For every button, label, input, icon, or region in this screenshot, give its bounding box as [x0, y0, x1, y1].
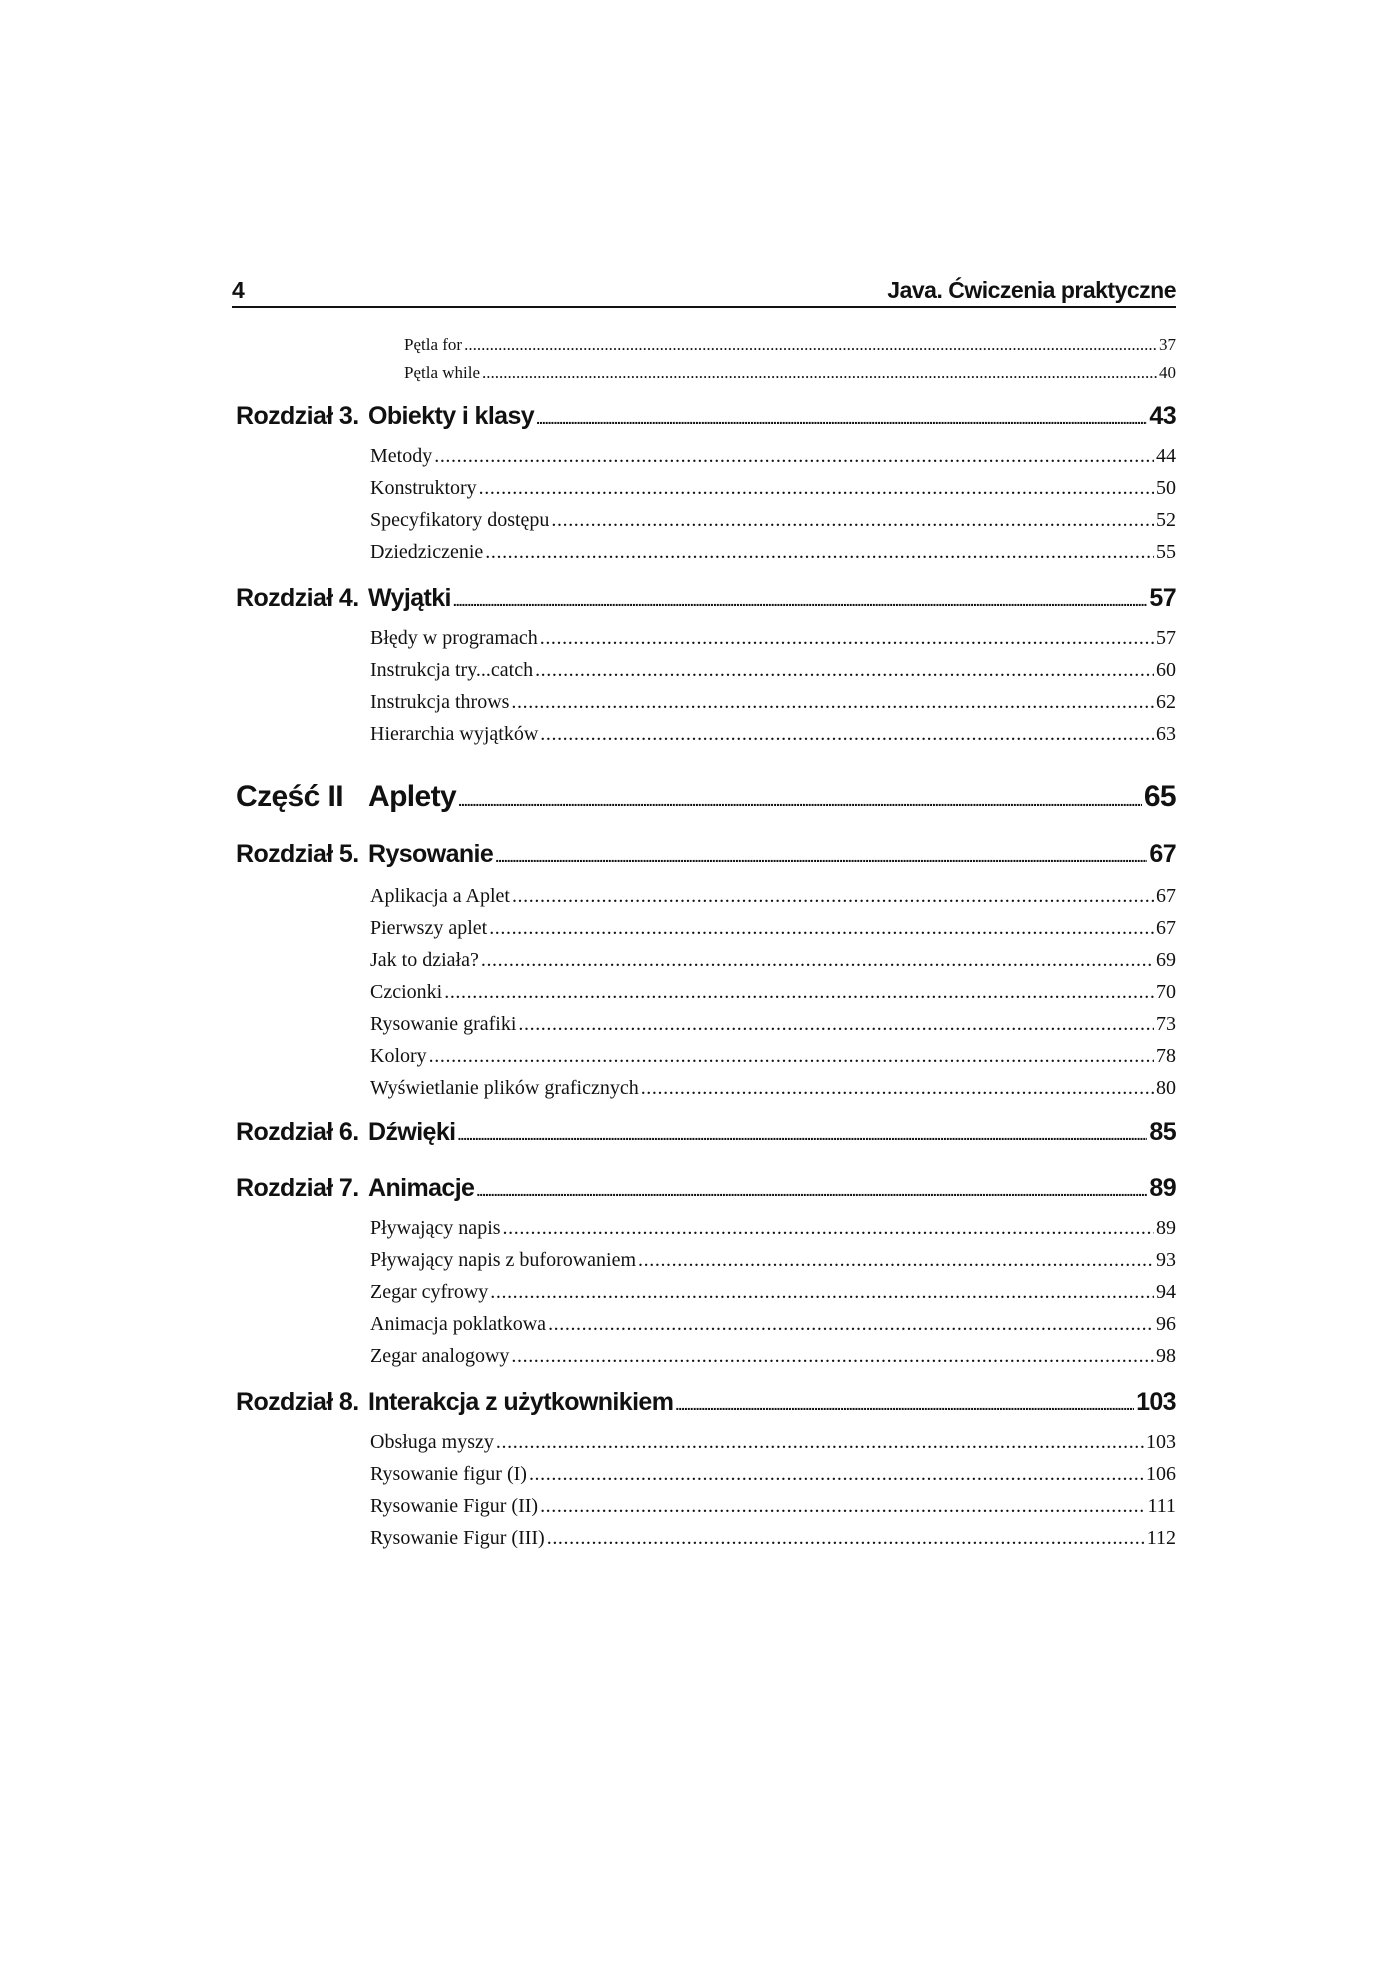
- toc-chapter-5: [236, 836, 1176, 872]
- header-page-number: 4: [232, 277, 245, 303]
- dot-leader: [444, 978, 1154, 1006]
- toc-entry-page: 112: [1146, 1527, 1176, 1549]
- toc-entry-title: Obsługa myszy: [370, 1431, 494, 1453]
- toc-entry: [370, 474, 1176, 502]
- toc-entry-page: 98: [1156, 1345, 1176, 1367]
- toc-entry: [370, 1074, 1176, 1102]
- toc-entry-page: 89: [1156, 1217, 1176, 1239]
- toc-entry-page: 67: [1156, 885, 1176, 907]
- toc-entry-page: 63: [1156, 723, 1176, 745]
- chapter-label: Rozdział 7.: [236, 1174, 359, 1202]
- dot-leader: [529, 1460, 1144, 1488]
- toc-entry-page: 111: [1147, 1495, 1176, 1517]
- toc-entry-page: 93: [1156, 1249, 1176, 1271]
- toc-entry-title: Metody: [370, 445, 433, 467]
- toc-entry: [370, 624, 1176, 652]
- toc-chapter-6: [236, 1114, 1176, 1150]
- chapter-page: 67: [1149, 840, 1176, 868]
- toc-entry-page: 96: [1156, 1313, 1176, 1335]
- chapter-title: Wyjątki: [368, 584, 451, 612]
- toc-entry: [370, 1460, 1176, 1488]
- toc-entry-title: Wyświetlanie plików graficznych: [370, 1077, 639, 1099]
- dot-leader: [641, 1074, 1154, 1102]
- toc-entry-page: 78: [1156, 1045, 1176, 1067]
- dot-leader: [511, 688, 1154, 716]
- toc-entry-title: Konstruktory: [370, 477, 477, 499]
- toc-entry-page: 52: [1156, 509, 1176, 531]
- toc-entry: [404, 334, 1176, 356]
- toc-entry: [370, 1278, 1176, 1306]
- chapter-label: Rozdział 3.: [236, 402, 359, 430]
- toc-entry-title: Animacja poklatkowa: [370, 1313, 547, 1335]
- toc-entry-title: Instrukcja try...catch: [370, 659, 534, 681]
- chapter-title: Animacje: [368, 1174, 475, 1202]
- toc-entry-title: Aplikacja a Aplet: [370, 885, 510, 907]
- chapter-page: 43: [1149, 402, 1176, 430]
- chapter-label: Rozdział 6.: [236, 1118, 359, 1146]
- toc-entry: [370, 1524, 1176, 1552]
- toc-entry-title: Pierwszy aplet: [370, 917, 488, 939]
- toc-entry-title: Instrukcja throws: [370, 691, 510, 713]
- toc-entry-title: Dziedziczenie: [370, 541, 484, 563]
- dot-leader: [540, 624, 1154, 652]
- toc-entry: [370, 1214, 1176, 1242]
- running-header: [232, 272, 1176, 308]
- dot-leader: [490, 1278, 1154, 1306]
- toc-entry-title: Pętla while: [404, 363, 481, 382]
- dot-leader: [503, 1214, 1154, 1242]
- toc-entry-page: 37: [1159, 335, 1176, 354]
- dot-leader: [535, 656, 1154, 684]
- dot-leader: [675, 1387, 1134, 1420]
- part-page: 65: [1143, 780, 1176, 813]
- toc-chapter-7: [236, 1170, 1176, 1206]
- chapter-label: Rozdział 4.: [236, 584, 359, 612]
- chapter-title: Dźwięki: [368, 1118, 456, 1146]
- toc-entry-title: Zegar cyfrowy: [370, 1281, 489, 1303]
- dot-leader: [536, 401, 1147, 434]
- dot-leader: [434, 442, 1154, 470]
- toc-entry-page: 73: [1156, 1013, 1176, 1035]
- toc-entry: [370, 1342, 1176, 1370]
- toc-entry: [370, 1492, 1176, 1520]
- toc-entry-page: 57: [1156, 627, 1176, 649]
- toc-entry: [370, 978, 1176, 1006]
- chapter-label: Rozdział 8.: [236, 1388, 359, 1416]
- toc-entry-title: Czcionki: [370, 981, 443, 1003]
- chapter-page: 85: [1149, 1118, 1176, 1146]
- dot-leader: [540, 720, 1154, 748]
- dot-leader: [458, 1117, 1148, 1150]
- toc-entry-page: 55: [1156, 541, 1176, 563]
- toc-entry-page: 103: [1146, 1431, 1176, 1453]
- dot-leader: [551, 506, 1154, 534]
- toc-entry: [370, 914, 1176, 942]
- toc-entry: [370, 538, 1176, 566]
- dot-leader: [547, 1524, 1145, 1552]
- toc-entry-title: Jak to działa?: [370, 949, 479, 971]
- toc-part-2: [236, 776, 1176, 818]
- dot-leader: [496, 1428, 1144, 1456]
- toc-entry-title: Specyfikatory dostępu: [370, 509, 550, 531]
- chapter-title: Interakcja z użytkownikiem: [368, 1388, 674, 1416]
- dot-leader: [548, 1310, 1154, 1338]
- toc-chapter-8: [236, 1384, 1176, 1420]
- toc-entry-title: Rysowanie Figur (III): [370, 1527, 545, 1549]
- toc-entry-title: Pętla for: [404, 335, 463, 354]
- toc-entry-title: Błędy w programach: [370, 627, 538, 649]
- toc-entry: [370, 1428, 1176, 1456]
- toc-entry-page: 69: [1156, 949, 1176, 971]
- dot-leader: [453, 583, 1148, 616]
- toc-entry-title: Rysowanie Figur (II): [370, 1495, 539, 1517]
- chapter-title: Rysowanie: [368, 840, 494, 868]
- toc-entry-page: 60: [1156, 659, 1176, 681]
- toc-entry-title: Zegar analogowy: [370, 1345, 510, 1367]
- dot-leader: [481, 946, 1154, 974]
- toc-entry: [370, 1246, 1176, 1274]
- dot-leader: [464, 334, 1157, 356]
- toc-chapter-3: [236, 398, 1176, 434]
- chapter-page: 103: [1136, 1388, 1176, 1416]
- toc-entry-page: 70: [1156, 981, 1176, 1003]
- toc-entry: [370, 656, 1176, 684]
- dot-leader: [489, 914, 1154, 942]
- dot-leader: [429, 1042, 1154, 1070]
- toc-entry: [370, 1010, 1176, 1038]
- toc-entry-title: Hierarchia wyjątków: [370, 723, 539, 745]
- toc-entry-title: Rysowanie figur (I): [370, 1463, 527, 1485]
- dot-leader: [638, 1246, 1154, 1274]
- dot-leader: [540, 1492, 1145, 1520]
- chapter-label: Rozdział 5.: [236, 840, 359, 868]
- toc-entry-title: Rysowanie grafiki: [370, 1013, 517, 1035]
- part-label: Część II: [236, 780, 343, 813]
- toc-entry: [370, 946, 1176, 974]
- chapter-title: Obiekty i klasy: [368, 402, 535, 430]
- toc-entry: [370, 1042, 1176, 1070]
- toc-entry: [370, 882, 1176, 910]
- part-title: Aplety: [368, 780, 457, 813]
- dot-leader: [479, 474, 1154, 502]
- toc-entry-page: 106: [1146, 1463, 1176, 1485]
- toc-entry-page: 80: [1156, 1077, 1176, 1099]
- dot-leader: [518, 1010, 1154, 1038]
- chapter-page: 57: [1149, 584, 1176, 612]
- toc-entry-title: Kolory: [370, 1045, 427, 1067]
- toc-entry-page: 50: [1156, 477, 1176, 499]
- toc-entry: [370, 1310, 1176, 1338]
- dot-leader: [476, 1173, 1147, 1206]
- toc-entry: [370, 720, 1176, 748]
- dot-leader: [485, 538, 1154, 566]
- dot-leader: [482, 362, 1157, 384]
- toc-entry: [370, 506, 1176, 534]
- toc-entry-page: 67: [1156, 917, 1176, 939]
- toc-entry-page: 40: [1159, 363, 1176, 382]
- toc-entry-page: 62: [1156, 691, 1176, 713]
- toc-entry-page: 44: [1156, 445, 1176, 467]
- toc-entry-page: 94: [1156, 1281, 1176, 1303]
- dot-leader: [495, 839, 1147, 872]
- chapter-page: 89: [1149, 1174, 1176, 1202]
- toc-entry-title: Pływający napis z buforowaniem: [370, 1249, 637, 1271]
- toc-entry: [370, 442, 1176, 470]
- header-book-title: Java. Ćwiczenia praktyczne: [887, 277, 1176, 303]
- toc-entry-title: Pływający napis: [370, 1217, 501, 1239]
- dot-leader: [511, 1342, 1154, 1370]
- toc-chapter-4: [236, 580, 1176, 616]
- toc-entry: [404, 362, 1176, 384]
- dot-leader: [512, 882, 1154, 910]
- toc-entry: [370, 688, 1176, 716]
- dot-leader: [458, 780, 1142, 818]
